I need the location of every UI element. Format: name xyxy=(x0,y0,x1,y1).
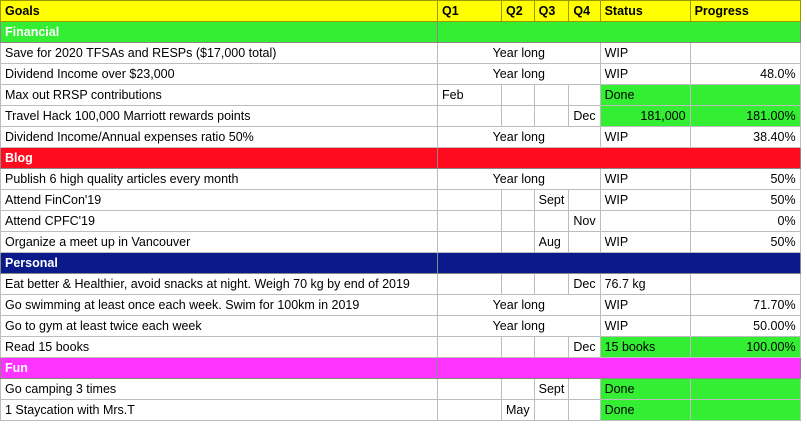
q4-cell[interactable]: Dec xyxy=(569,337,600,358)
status-cell[interactable]: WIP xyxy=(600,316,690,337)
q3-cell[interactable]: Aug xyxy=(534,232,569,253)
table-row xyxy=(1,64,801,85)
timeline-cell[interactable]: Year long xyxy=(438,127,601,148)
status-cell[interactable]: WIP xyxy=(600,169,690,190)
status-cell[interactable]: 76.7 kg xyxy=(600,274,690,295)
q2-cell[interactable] xyxy=(502,85,535,106)
q4-cell[interactable] xyxy=(569,85,600,106)
progress-cell[interactable]: 48.0% xyxy=(690,64,800,85)
category-label[interactable]: Personal xyxy=(1,253,438,274)
progress-cell[interactable]: 0% xyxy=(690,211,800,232)
category-fill[interactable] xyxy=(438,253,801,274)
q4-cell[interactable] xyxy=(569,190,600,211)
goal-cell[interactable]: Attend CPFC'19 xyxy=(1,211,438,232)
progress-cell[interactable]: 181.00% xyxy=(690,106,800,127)
q4-cell[interactable]: Dec xyxy=(569,106,600,127)
category-fill[interactable] xyxy=(438,148,801,169)
q1-cell[interactable] xyxy=(438,190,502,211)
status-cell[interactable]: WIP xyxy=(600,127,690,148)
status-cell[interactable]: 181,000 xyxy=(600,106,690,127)
q3-cell[interactable] xyxy=(534,400,569,421)
q3-cell[interactable] xyxy=(534,211,569,232)
table-row xyxy=(1,274,801,295)
table-row xyxy=(1,316,801,337)
status-cell[interactable]: WIP xyxy=(600,190,690,211)
timeline-cell[interactable]: Year long xyxy=(438,169,601,190)
goal-cell[interactable]: Save for 2020 TFSAs and RESPs ($17,000 total) xyxy=(1,43,438,64)
col-header-progress[interactable]: Progress xyxy=(690,1,800,22)
category-row-personal xyxy=(1,253,801,274)
q1-cell[interactable] xyxy=(438,274,502,295)
col-header-status[interactable]: Status xyxy=(600,1,690,22)
progress-cell[interactable] xyxy=(690,274,800,295)
progress-cell[interactable] xyxy=(690,379,800,400)
q3-cell[interactable] xyxy=(534,106,569,127)
q1-cell[interactable] xyxy=(438,337,502,358)
progress-cell[interactable]: 50% xyxy=(690,190,800,211)
table-row xyxy=(1,295,801,316)
goal-cell[interactable]: Go swimming at least once each week. Swim for 100km in 2019 xyxy=(1,295,438,316)
header-row xyxy=(1,1,801,22)
progress-cell[interactable]: 50% xyxy=(690,169,800,190)
table-row xyxy=(1,106,801,127)
q2-cell[interactable] xyxy=(502,106,535,127)
status-cell[interactable]: WIP xyxy=(600,232,690,253)
q3-cell[interactable]: Sept xyxy=(534,190,569,211)
category-row-financial xyxy=(1,22,801,43)
status-cell[interactable]: WIP xyxy=(600,43,690,64)
q2-cell[interactable] xyxy=(502,274,535,295)
q2-cell[interactable] xyxy=(502,190,535,211)
col-header-q3[interactable]: Q3 xyxy=(534,1,569,22)
goal-cell[interactable]: Go camping 3 times xyxy=(1,379,438,400)
table-row xyxy=(1,232,801,253)
goal-cell[interactable]: Attend FinCon'19 xyxy=(1,190,438,211)
progress-cell[interactable] xyxy=(690,43,800,64)
table-row xyxy=(1,43,801,64)
table-row xyxy=(1,211,801,232)
col-header-q4[interactable]: Q4 xyxy=(569,1,600,22)
progress-cell[interactable]: 71.70% xyxy=(690,295,800,316)
q1-cell[interactable] xyxy=(438,232,502,253)
category-fill[interactable] xyxy=(438,358,801,379)
col-header-q2[interactable]: Q2 xyxy=(502,1,535,22)
q4-cell[interactable] xyxy=(569,400,600,421)
progress-cell[interactable]: 50% xyxy=(690,232,800,253)
goal-cell[interactable]: Publish 6 high quality articles every month xyxy=(1,169,438,190)
goal-cell[interactable]: Eat better & Healthier, avoid snacks at night. Weigh 70 kg by end of 2019 xyxy=(1,274,438,295)
timeline-cell[interactable]: Year long xyxy=(438,316,601,337)
col-header-q1[interactable]: Q1 xyxy=(438,1,502,22)
goal-cell[interactable]: Travel Hack 100,000 Marriott rewards points xyxy=(1,106,438,127)
table-row xyxy=(1,127,801,148)
q2-cell[interactable] xyxy=(502,337,535,358)
q1-cell[interactable]: Feb xyxy=(438,85,502,106)
q2-cell[interactable] xyxy=(502,211,535,232)
status-cell[interactable]: 15 books xyxy=(600,337,690,358)
status-cell[interactable]: WIP xyxy=(600,64,690,85)
category-label[interactable]: Fun xyxy=(1,358,438,379)
q2-cell[interactable]: May xyxy=(502,400,535,421)
table-row xyxy=(1,169,801,190)
goal-cell[interactable]: Go to gym at least twice each week xyxy=(1,316,438,337)
table-row xyxy=(1,190,801,211)
progress-cell[interactable]: 38.40% xyxy=(690,127,800,148)
progress-cell[interactable] xyxy=(690,400,800,421)
timeline-cell[interactable]: Year long xyxy=(438,295,601,316)
q1-cell[interactable] xyxy=(438,106,502,127)
q1-cell[interactable] xyxy=(438,211,502,232)
q2-cell[interactable] xyxy=(502,232,535,253)
q3-cell[interactable]: Sept xyxy=(534,379,569,400)
table-row xyxy=(1,85,801,106)
goal-cell[interactable]: Dividend Income over $23,000 xyxy=(1,64,438,85)
category-label[interactable]: Blog xyxy=(1,148,438,169)
q4-cell[interactable] xyxy=(569,232,600,253)
goal-cell[interactable]: Dividend Income/Annual expenses ratio 50% xyxy=(1,127,438,148)
q3-cell[interactable] xyxy=(534,274,569,295)
status-cell[interactable]: Done xyxy=(600,400,690,421)
timeline-cell[interactable]: Year long xyxy=(438,64,601,85)
category-fill[interactable] xyxy=(438,22,801,43)
q3-cell[interactable] xyxy=(534,85,569,106)
table-row xyxy=(1,379,801,400)
col-header-goals[interactable]: Goals xyxy=(1,1,438,22)
q1-cell[interactable] xyxy=(438,379,502,400)
goal-cell[interactable]: 1 Staycation with Mrs.T xyxy=(1,400,438,421)
status-cell[interactable]: Done xyxy=(600,85,690,106)
table-row xyxy=(1,337,801,358)
progress-cell[interactable]: 100.00% xyxy=(690,337,800,358)
goal-cell[interactable]: Organize a meet up in Vancouver xyxy=(1,232,438,253)
status-cell[interactable] xyxy=(600,211,690,232)
goal-cell[interactable]: Read 15 books xyxy=(1,337,438,358)
q4-cell[interactable]: Dec xyxy=(569,274,600,295)
q4-cell[interactable]: Nov xyxy=(569,211,600,232)
table-row xyxy=(1,400,801,421)
status-cell[interactable]: WIP xyxy=(600,295,690,316)
q2-cell[interactable] xyxy=(502,379,535,400)
goal-cell[interactable]: Max out RRSP contributions xyxy=(1,85,438,106)
q4-cell[interactable] xyxy=(569,379,600,400)
progress-cell[interactable] xyxy=(690,85,800,106)
progress-cell[interactable]: 50.00% xyxy=(690,316,800,337)
q3-cell[interactable] xyxy=(534,337,569,358)
q1-cell[interactable] xyxy=(438,400,502,421)
category-row-blog xyxy=(1,148,801,169)
category-label[interactable]: Financial xyxy=(1,22,438,43)
status-cell[interactable]: Done xyxy=(600,379,690,400)
timeline-cell[interactable]: Year long xyxy=(438,43,601,64)
category-row-fun xyxy=(1,358,801,379)
